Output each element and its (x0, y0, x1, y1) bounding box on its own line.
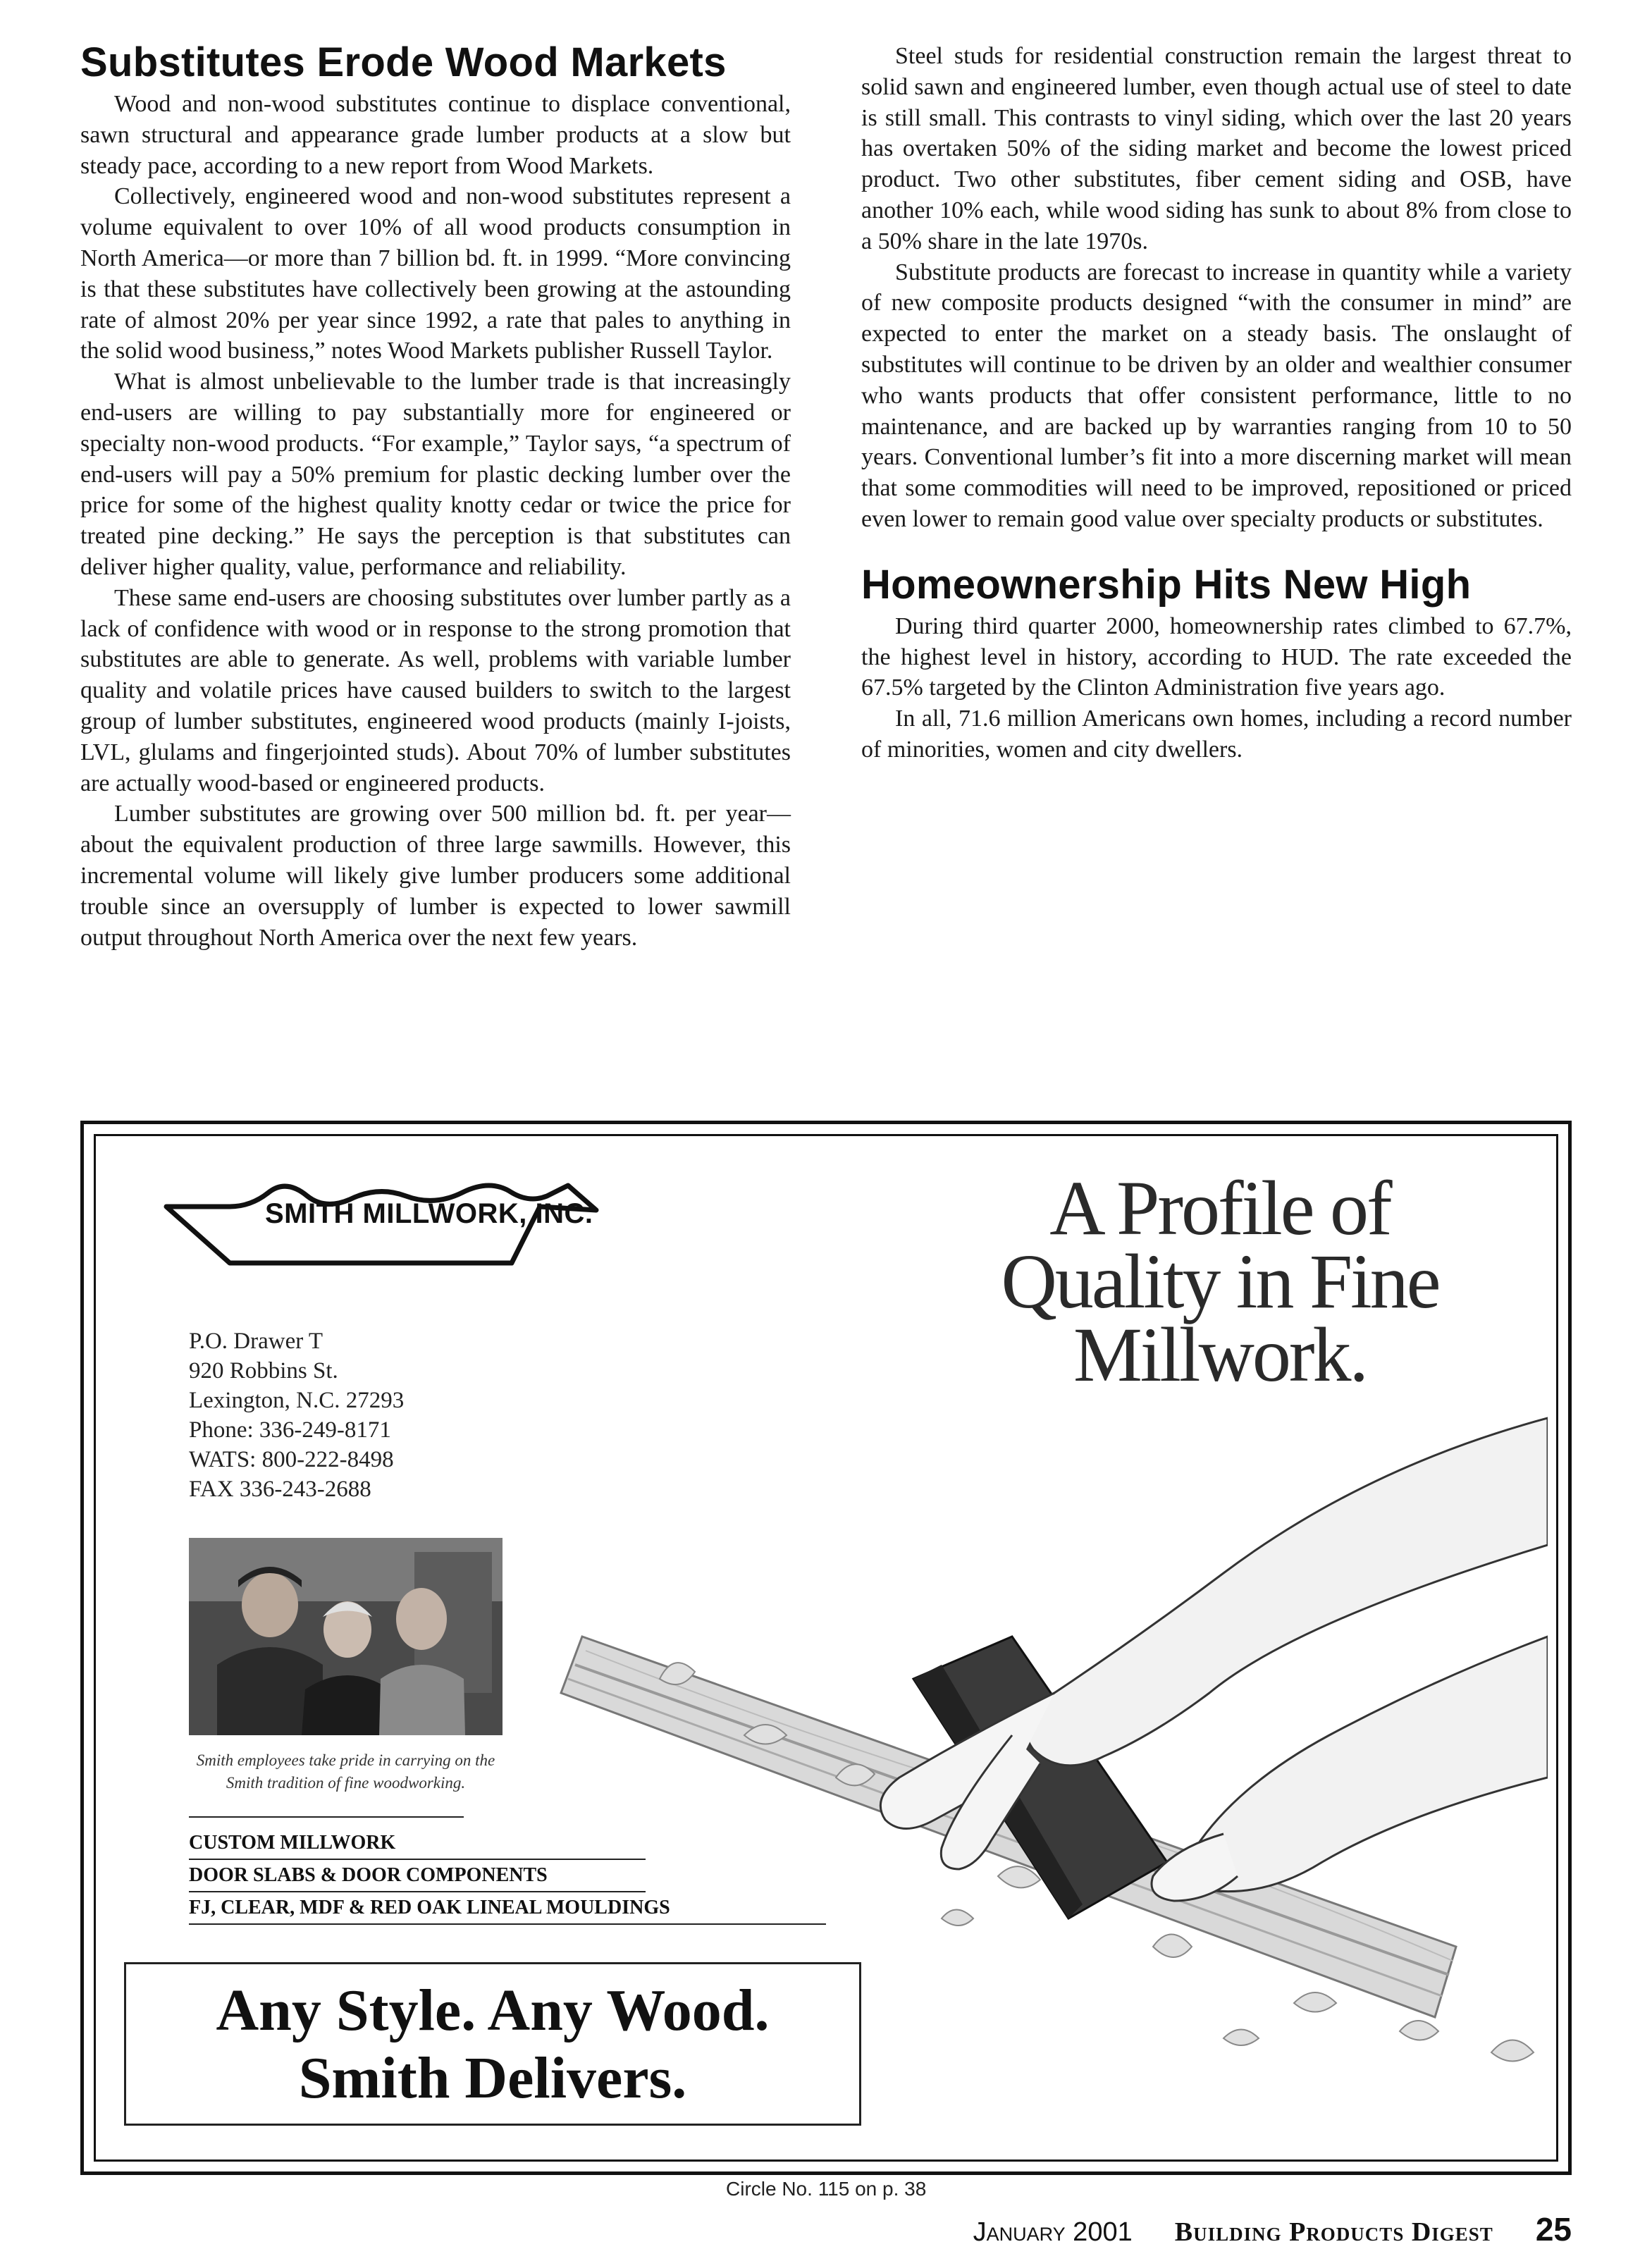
employees-photo-illustration (189, 1538, 503, 1735)
ad-headline-line: Millwork. (1073, 1312, 1367, 1398)
article-paragraph: During third quarter 2000, homeownership rates climbed to 67.7%, the highest level in history, according to HUD. The rate exceeded the 67.5% targeted by the Clinton Administration five years ago. (861, 612, 1572, 701)
smith-millwork-advertisement (80, 1121, 1572, 2175)
left-column (80, 41, 791, 953)
tagline-line: Any Style. Any Wood. (216, 1978, 770, 2043)
photo-caption: Smith employees take pride in carrying on the Smith tradition of fine woodworking. (196, 1751, 495, 1792)
services-list (189, 1816, 670, 1925)
tagline-line: Smith Delivers. (298, 2045, 687, 2111)
article-headline-substitutes: Substitutes Erode Wood Markets (80, 39, 727, 85)
page-footer (973, 2210, 1572, 2248)
ad-headline-line: Quality in Fine (1001, 1238, 1439, 1324)
article-headline-homeownership: Homeownership Hits New High (861, 561, 1472, 608)
issue-date: January 2001 (973, 2217, 1133, 2247)
article-paragraph: Collectively, engineered wood and non-wood substitutes represent a volume equivalent to over 10% of all wood products consumption in North America—or more than 7 billion bd. ft. in 1999. “More convincing is that these substitutes have collectively been growing at the astounding rate of almost 20% per year since 1992, a rate that pales to anything in the solid wood business,” notes Wood Markets publisher Russell Taylor. (80, 183, 791, 364)
company-name: SMITH MILLWORK, INC. (265, 1198, 593, 1229)
employees-photo (189, 1538, 503, 1735)
article-paragraph: In all, 71.6 million Americans own homes, including a record number of minorities, women and city dwellers. (861, 706, 1572, 763)
address-line: P.O. Drawer T (189, 1329, 323, 1354)
service-item: DOOR SLABS & DOOR COMPONENTS (189, 1860, 646, 1892)
article-paragraph: Wood and non-wood substitutes continue to displace conventional, sawn structural and appearance grade lumber products at a slow but steady pace, according to a new report from Wood Markets. (80, 91, 791, 179)
publication-name: Building Products Digest (1174, 2217, 1493, 2247)
ad-headline (966, 1165, 1474, 1398)
article-paragraph: Lumber substitutes are growing over 500 million bd. ft. per year—about the equivalent production of three large sawmills. However, this incremental volume will likely give lumber producers some additional trouble since an oversupply of lumber is expected to lower sawmill output throughout North America over the next few years. (80, 801, 791, 951)
ad-inner-frame (94, 1134, 1558, 2162)
ad-headline-line: A Profile of (1049, 1165, 1391, 1251)
company-address (189, 1326, 404, 1504)
reader-service-circle: Circle No. 115 on p. 38 (726, 2178, 927, 2200)
address-line: Lexington, N.C. 27293 (189, 1388, 405, 1413)
address-line: 920 Robbins St. (189, 1358, 338, 1384)
page-number: 25 (1535, 2211, 1572, 2248)
service-item: CUSTOM MILLWORK (189, 1828, 646, 1860)
article-paragraph: What is almost unbelievable to the lumber trade is that increasingly end-users are willing to pay substantially more for engineered or specialty non-wood products. “For example,” Taylor says, “a spectrum of end-users will pay a 50% premium for plastic decking lumber over the price for some of the highest quality knotty cedar or twice the price for treated pine decking.” He says the perception is that substitutes can deliver higher quality, value, performance and reliability. (80, 369, 791, 580)
article-paragraph: Steel studs for residential construction remain the largest threat to solid sawn and engineered lumber, even though actual use of steel to date is still small. This contrasts to vinyl siding, which over the last 20 years has overtaken 50% of the siding market and become the lowest priced product. Two other substitutes, fiber cement siding and OSB, have another 10% each, while wood siding has sunk to about 8% from close to a 50% share in the late 1970s. (861, 43, 1572, 254)
divider (189, 1816, 464, 1818)
article-paragraph: These same end-users are choosing substitutes over lumber partly as a lack of confidence with wood or in response to the strong promotion that substitutes are able to generate. As well, problems with variable lumber quality and volatile prices have caused builders to switch to the largest group of lumber substitutes, engineered wood products (mainly I-joists, LVL, glulams and fingerjointed studs). About 70% of lumber substitutes are actually wood-based or engineered products. (80, 584, 791, 796)
right-column (861, 41, 1572, 765)
service-item: FJ, CLEAR, MDF & RED OAK LINEAL MOULDINGS (189, 1892, 826, 1925)
wats-number: WATS: 800-222-8498 (189, 1447, 394, 1472)
fax-number: FAX 336-243-2688 (189, 1477, 371, 1502)
phone-number: Phone: 336-249-8171 (189, 1417, 391, 1443)
article-paragraph: Substitute products are forecast to increase in quantity while a variety of new composite products designed “with the consumer in mind” are expected to enter the market on a steady basis. The onslaught of substitutes will continue to be driven by an older and wealthier consumer who wants products that offer consistent performance, little to no maintenance, and are backed up by warranties ranging from 10 to 50 years. Conventional lumber’s fit into a more discerning market will mean that some commodities will need to be improved, repositioned or priced even lower to remain good value over specialty products or substitutes. (861, 259, 1572, 532)
